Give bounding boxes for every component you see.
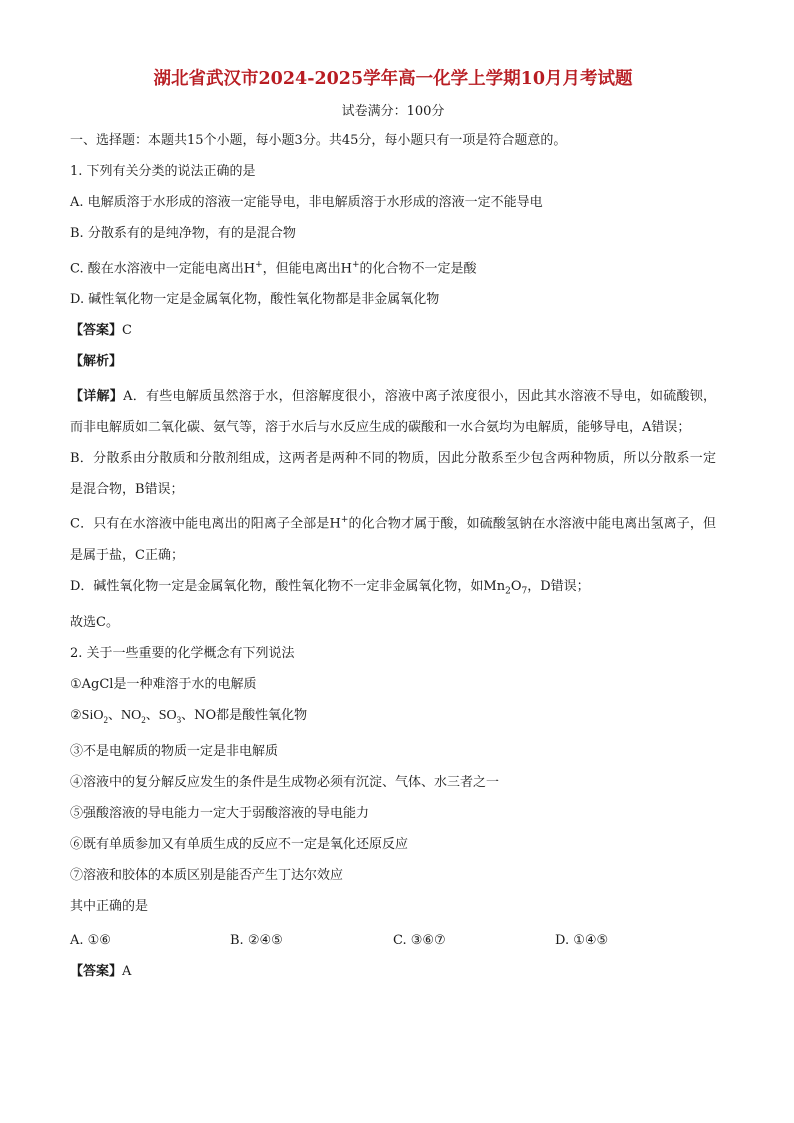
answer-tag: 【答案】: [70, 323, 123, 339]
q1-option-a: A. 电解质溶于水形成的溶液一定能导电，非电解质溶于水形成的溶液一定不能导电: [70, 195, 543, 210]
q2-option-b: B. ②④⑤: [230, 933, 283, 949]
q2-statement-1: ①AgCl是一种难溶于水的电解质: [70, 677, 257, 693]
q2-s2-mark: ②: [70, 708, 82, 724]
q1-detail-d-sub-2: 7: [521, 586, 528, 597]
q1-stem: 1. 下列有关分类的说法正确的是: [70, 164, 256, 179]
q2-s2-sep-2: 、: [145, 708, 159, 724]
q2-answer-value: A: [122, 964, 132, 980]
page-title: 湖北省武汉市2024-2025学年高一化学上学期10月月考试题: [153, 69, 633, 89]
q2-stem: 2. 关于一些重要的化学概念有下列说法: [70, 646, 295, 662]
q2-statement-5: ⑤强酸溶液的导电能力一定大于弱酸溶液的导电能力: [70, 806, 370, 822]
q1-detail-d-sub-1: 2: [505, 586, 511, 597]
q1-detail-b: B．分散系由分散质和分散剂组成，这两者是两种不同的物质，因此分散系至少包含两种物质，所以分散系一定是混合物，B错误；: [70, 451, 716, 498]
q2-s2-tail: 、NO都是酸性氧化物: [181, 708, 308, 724]
q1-option-c-text-2: ，但能电离出H: [262, 261, 352, 277]
q1-answer: [70, 321, 716, 341]
q2-s2-so3: $SO_3$: [158, 708, 182, 726]
q2-statement-4: ④溶液中的复分解反应发生的条件是生成物必须有沉淀、气体、水三者之一: [70, 775, 500, 791]
q1-option-c: [70, 255, 716, 279]
q1-detail-a: [70, 381, 716, 443]
q2-answer: [70, 962, 716, 982]
q1-option-c-sup-1: +: [255, 260, 263, 270]
q2-s2-no2: $NO_2$: [120, 708, 146, 726]
detail-tag: 【详解】: [70, 389, 124, 405]
q1-option-c-text-3: 的化合物不一定是酸: [359, 261, 477, 277]
q1-option-b: B. 分散系有的是纯净物，有的是混合物: [70, 226, 296, 241]
q1-detail-d-text-3: ，D错误；: [527, 578, 590, 594]
q1-option-c-sup-2: +: [351, 260, 360, 270]
q1-detail-d-text-2: O: [510, 578, 522, 594]
q1-detail-a-text: A．有些电解质虽然溶于水，但溶解度很小，溶液中离子浓度很小，因此其水溶液不导电，如硫酸钡，而非电解质如二氧化碳、氨气等，溶于水后与水反应生成的碳酸和一水合氨均为电解质，能够导电，A错误；: [70, 389, 716, 436]
q1-conclusion: 故选C。: [70, 615, 119, 631]
q1-analysis: [70, 352, 716, 372]
q1-detail-c-text-1: C．只有在水溶液中能电离出的阳离子全部是H: [70, 516, 341, 532]
analysis-tag: 【解析】: [70, 354, 123, 370]
q1-option-d: D. 碱性氧化物一定是金属氧化物，酸性氧化物都是非金属氧化物: [70, 292, 440, 308]
q1-answer-value: C: [122, 323, 132, 339]
q2-option-d: D. ①④⑤: [555, 933, 609, 949]
section-intro: 一、选择题：本题共15个小题，每小题3分。共45分，每小题只有一项是符合题意的。: [70, 133, 567, 148]
full-score: 试卷满分：100分: [341, 104, 445, 119]
q1-detail-d: [70, 571, 716, 608]
q2-statement-6: ⑥既有单质参加又有单质生成的反应不一定是氧化还原反应: [70, 837, 409, 853]
q1-option-c-text-1: C. 酸在水溶液中一定能电离出H: [70, 261, 256, 277]
q1-detail-c-sup: +: [340, 515, 349, 526]
q2-s2-sep-1: 、: [107, 708, 121, 724]
q1-detail-d-text-1: D．碱性氧化物一定是金属氧化物，酸性氧化物不一定非金属氧化物，如Mn: [70, 578, 506, 594]
q2-statement-7: ⑦溶液和胶体的本质区别是能否产生丁达尔效应: [70, 868, 344, 884]
q2-statement-2: [70, 700, 716, 736]
q2-statement-3: ③不是电解质的物质一定是非电解质: [70, 744, 279, 760]
answer-tag: 【答案】: [70, 964, 123, 980]
q2-s2-sio2: SiO$_2$: [81, 708, 108, 726]
q2-ask: 其中正确的是: [70, 899, 149, 915]
q2-option-a: A. ①⑥: [70, 933, 111, 949]
q2-options: [70, 931, 716, 951]
q1-detail-c-text-2: 的化合物才属于酸，如硫酸氢钠在水溶液中能电离出氢离子，但是属于盐，C正确；: [70, 516, 716, 563]
q1-detail-c: [70, 505, 716, 570]
q2-option-c: C. ③⑥⑦: [393, 933, 446, 949]
